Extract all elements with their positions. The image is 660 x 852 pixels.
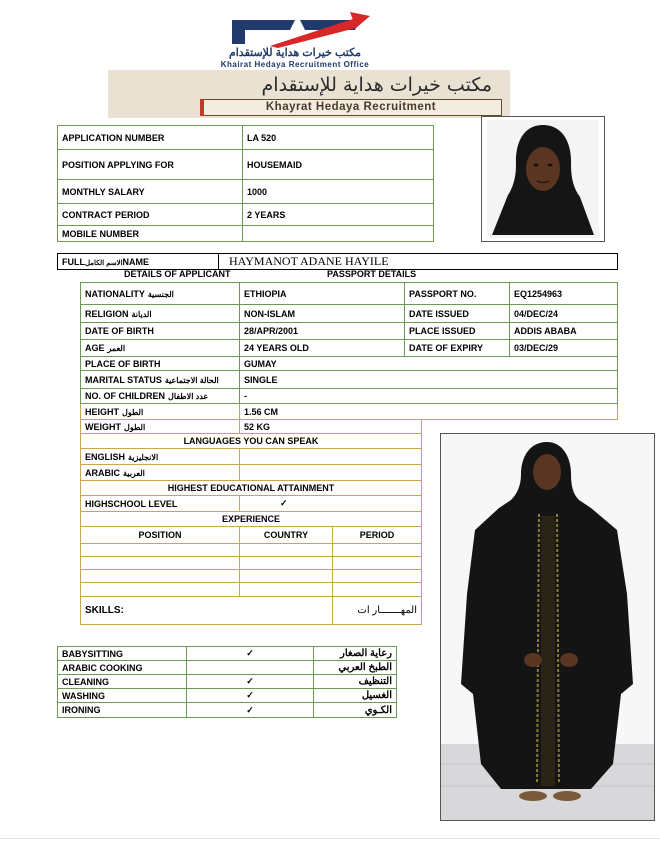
skill-row xyxy=(58,689,397,703)
skill-en: ARABIC COOKING xyxy=(58,661,187,675)
skill-row xyxy=(58,703,397,718)
value-salary: 1000 xyxy=(243,180,434,204)
label-application-number: APPLICATION NUMBER xyxy=(58,126,243,150)
skill-check: ✓ xyxy=(187,703,314,718)
banner-english-box xyxy=(200,99,502,116)
label-contract: CONTRACT PERIOD xyxy=(58,204,243,226)
value-expiry: 03/DEC/29 xyxy=(510,340,618,357)
label-expiry: DATE OF EXPIRY xyxy=(405,340,510,357)
value-age: 24 YEARS OLD xyxy=(240,340,405,357)
banner-left-bar xyxy=(200,99,204,116)
value-pob: GUMAY xyxy=(240,357,618,371)
experience-title: EXPERIENCE xyxy=(81,512,422,527)
banner-english-title: Khayrat Hedaya Recruitment xyxy=(265,101,437,113)
experience-col-country: COUNTRY xyxy=(240,527,333,544)
experience-row xyxy=(81,544,422,557)
skill-check xyxy=(187,661,314,675)
full-name-label-en2: NAME xyxy=(122,256,150,267)
skill-row xyxy=(58,647,397,661)
skills-table xyxy=(57,646,397,718)
logo-english-text: Khairat Hedaya Recruitment Office xyxy=(220,60,370,69)
value-contract: 2 YEARS xyxy=(243,204,434,226)
value-nationality: ETHIOPIA xyxy=(240,283,405,305)
experience-row xyxy=(81,570,422,583)
skill-ar: الكـوي xyxy=(314,703,397,718)
label-children: NO. OF CHILDREN عدد الاطفال xyxy=(81,389,240,404)
label-pob: PLACE OF BIRTH xyxy=(81,357,240,371)
logo-emblem-icon xyxy=(150,8,440,50)
skills-label: SKILLS: xyxy=(81,597,333,625)
skill-row xyxy=(58,675,397,689)
label-date-issued: DATE ISSUED xyxy=(405,305,510,323)
value-passport-no: EQ1254963 xyxy=(510,283,618,305)
skill-ar: الغسيل xyxy=(314,689,397,703)
education-title: HIGHEST EDUCATIONAL ATTAINMENT xyxy=(81,481,422,496)
label-religion: RELIGION الديانة xyxy=(81,305,240,323)
education-check: ✓ xyxy=(240,496,422,512)
full-name-label xyxy=(58,254,219,270)
value-height: 1.56 CM xyxy=(240,404,618,420)
label-weight: WEIGHT الطول xyxy=(81,420,240,434)
value-weight: 52 KG xyxy=(240,420,422,434)
label-salary: MONTHLY SALARY xyxy=(58,180,243,204)
value-dob: 28/APR/2001 xyxy=(240,323,405,340)
full-name-label-en1: FULL xyxy=(62,256,85,267)
label-marital: MARITAL STATUS الحالة الاجتماعية xyxy=(81,371,240,389)
value-date-issued: 04/DEC/24 xyxy=(510,305,618,323)
full-body-photo xyxy=(440,433,655,821)
skill-ar: الطبخ العربي xyxy=(314,661,397,675)
details-table xyxy=(80,282,618,420)
skill-ar: رعاية الصغار xyxy=(314,647,397,661)
languages-title: LANGUAGES YOU CAN SPEAK xyxy=(81,434,422,449)
label-passport-no: PASSPORT NO. xyxy=(405,283,510,305)
value-arabic xyxy=(240,465,422,481)
skill-check: ✓ xyxy=(187,689,314,703)
label-arabic: ARABIC العربية xyxy=(81,465,240,481)
value-religion: NON-ISLAM xyxy=(240,305,405,323)
experience-row xyxy=(81,557,422,570)
portrait-figure-icon xyxy=(482,117,604,241)
skill-en: BABYSITTING xyxy=(58,647,187,661)
skill-en: IRONING xyxy=(58,703,187,718)
logo-arabic-text: مكتب خيرات هداية للإستقدام xyxy=(228,47,362,59)
full-name-label-ar: الاسم الكامل xyxy=(85,259,123,267)
label-height: HEIGHT الطول xyxy=(81,404,240,420)
skill-en: CLEANING xyxy=(58,675,187,689)
education-level: HIGHSCHOOL LEVEL xyxy=(81,496,240,512)
experience-col-period: PERIOD xyxy=(333,527,422,544)
value-application-number: LA 520 xyxy=(243,126,434,150)
skills-label-ar: المهـــــــار ات xyxy=(333,597,422,625)
value-position: HOUSEMAID xyxy=(243,150,434,180)
full-name-table xyxy=(57,253,618,270)
skill-ar: التنظيف xyxy=(314,675,397,689)
label-mobile: MOBILE NUMBER xyxy=(58,226,243,242)
value-children: - xyxy=(240,389,618,404)
application-table xyxy=(57,125,434,242)
label-english: ENGLISH الانجليزية xyxy=(81,449,240,465)
company-banner xyxy=(108,70,510,118)
experience-col-position: POSITION xyxy=(81,527,240,544)
full-body-figure-icon xyxy=(441,434,654,820)
banner-arabic-title: مكتب خيرات هداية للإستقدام xyxy=(261,74,492,96)
value-marital: SINGLE xyxy=(240,371,618,389)
skill-row xyxy=(58,661,397,675)
label-place-issued: PLACE ISSUED xyxy=(405,323,510,340)
skill-check: ✓ xyxy=(187,647,314,661)
skill-check: ✓ xyxy=(187,675,314,689)
company-logo xyxy=(150,8,440,68)
lower-form-table xyxy=(80,419,422,625)
full-name-value: HAYMANOT ADANE HAYILE xyxy=(219,254,618,270)
label-age: AGE العمر xyxy=(81,340,240,357)
value-english xyxy=(240,449,422,465)
experience-row xyxy=(81,583,422,597)
value-place-issued: ADDIS ABABA xyxy=(510,323,618,340)
label-nationality: NATIONALITY الجنسية xyxy=(81,283,240,305)
label-dob: DATE OF BIRTH xyxy=(81,323,240,340)
value-mobile xyxy=(243,226,434,242)
passport-section-title: PASSPORT DETAILS xyxy=(327,269,417,279)
skill-en: WASHING xyxy=(58,689,187,703)
scan-line xyxy=(0,838,660,839)
label-position: POSITION APPLYING FOR xyxy=(58,150,243,180)
applicant-section-title: DETAILS OF APPLICANT xyxy=(124,269,231,279)
portrait-photo xyxy=(481,116,605,242)
